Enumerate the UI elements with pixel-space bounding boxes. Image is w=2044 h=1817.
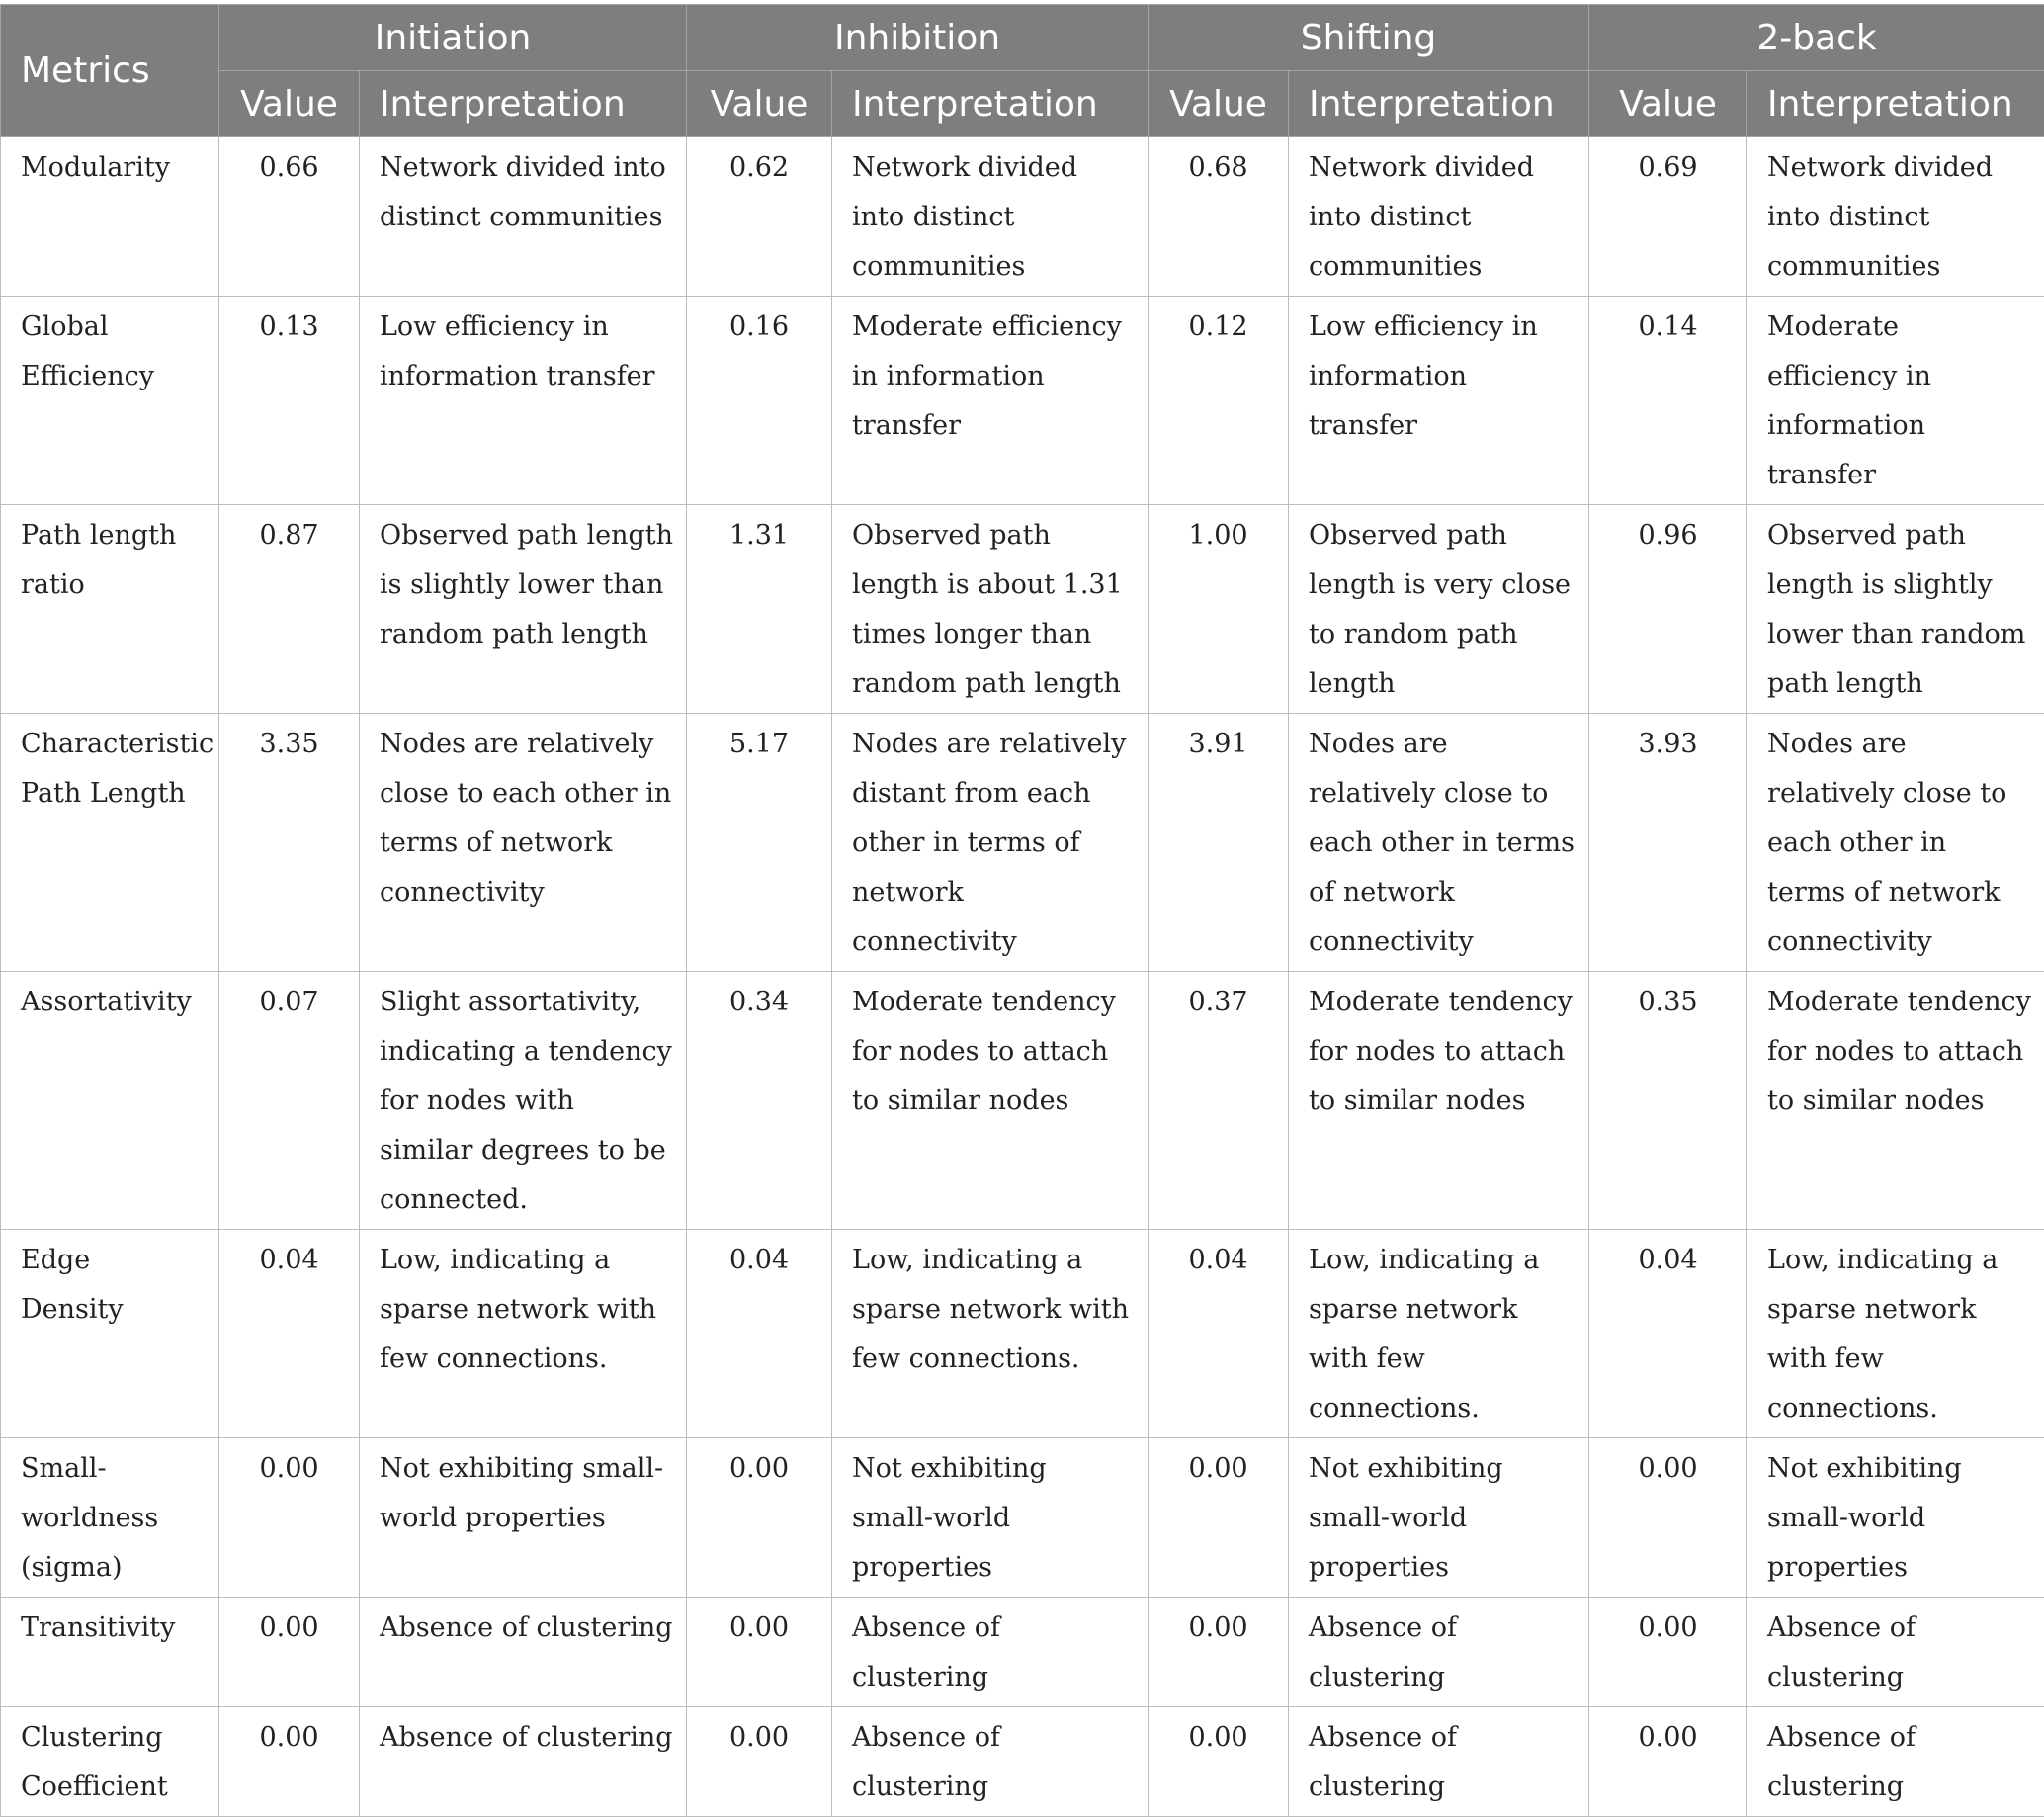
metric-value: 0.69 — [1589, 137, 1747, 297]
metric-interpretation: Moderate tendency for nodes to attach to similar nodes — [1747, 972, 2044, 1230]
table-row — [1, 972, 2044, 1230]
header-interpretation: Interpretation — [1747, 71, 2044, 137]
metric-value: 0.13 — [219, 297, 360, 505]
metric-interpretation: Not exhibiting small-world properties — [1747, 1438, 2044, 1598]
header-sub-row — [1, 71, 2044, 137]
metric-value: 0.04 — [1589, 1230, 1747, 1438]
metric-interpretation: Low, indicating a sparse network with few connections. — [360, 1230, 687, 1438]
metric-interpretation: Low, indicating a sparse network with few connections. — [832, 1230, 1149, 1438]
header-group-inhibition: Inhibition — [687, 5, 1149, 71]
metric-value: 0.66 — [219, 137, 360, 297]
metric-value: 0.37 — [1149, 972, 1289, 1230]
metric-value: 0.04 — [219, 1230, 360, 1438]
metric-interpretation: Moderate efficiency in information transfer — [1747, 297, 2044, 505]
header-value: Value — [687, 71, 832, 137]
metric-value: 1.31 — [687, 505, 832, 714]
metric-interpretation: Slight assortativity, indicating a tendency for nodes with similar degrees to be connected. — [360, 972, 687, 1230]
table-row — [1, 1230, 2044, 1438]
metric-interpretation: Absence of clustering — [1747, 1707, 2044, 1817]
metric-name: Small-worldness (sigma) — [1, 1438, 219, 1598]
metric-interpretation: Absence of clustering — [1289, 1707, 1589, 1817]
metric-name: Transitivity — [1, 1598, 219, 1707]
header-group-2-back: 2-back — [1589, 5, 2044, 71]
metric-interpretation: Observed path length is slightly lower than random path length — [360, 505, 687, 714]
metric-interpretation: Not exhibiting small-world properties — [360, 1438, 687, 1598]
metric-value: 0.62 — [687, 137, 832, 297]
header-value: Value — [219, 71, 360, 137]
metric-interpretation: Absence of clustering — [832, 1707, 1149, 1817]
metric-name: Modularity — [1, 137, 219, 297]
table-row — [1, 297, 2044, 505]
metric-value: 3.93 — [1589, 714, 1747, 972]
metric-interpretation: Nodes are relatively close to each other in terms of network connectivity — [1289, 714, 1589, 972]
header-interpretation: Interpretation — [1289, 71, 1589, 137]
header-group-initiation: Initiation — [219, 5, 687, 71]
metric-value: 3.91 — [1149, 714, 1289, 972]
metric-name: Path length ratio — [1, 505, 219, 714]
metric-value: 3.35 — [219, 714, 360, 972]
metric-value: 0.87 — [219, 505, 360, 714]
metric-interpretation: Nodes are relatively close to each other in terms of network connectivity — [1747, 714, 2044, 972]
network-metrics-table — [0, 4, 2044, 1817]
metric-interpretation: Nodes are relatively distant from each other in terms of network connectivity — [832, 714, 1149, 972]
metric-interpretation: Low efficiency in information transfer — [1289, 297, 1589, 505]
metric-interpretation: Network divided into distinct communities — [360, 137, 687, 297]
header-group-shifting: Shifting — [1149, 5, 1589, 71]
metric-value: 0.96 — [1589, 505, 1747, 714]
metric-name: Assortativity — [1, 972, 219, 1230]
metric-value: 0.00 — [219, 1598, 360, 1707]
metric-value: 0.07 — [219, 972, 360, 1230]
table-row — [1, 1598, 2044, 1707]
metric-value: 1.00 — [1149, 505, 1289, 714]
table-row — [1, 714, 2044, 972]
metric-value: 0.12 — [1149, 297, 1289, 505]
metric-interpretation: Absence of clustering — [1289, 1598, 1589, 1707]
header-metrics: Metrics — [1, 5, 219, 137]
metric-name: Edge Density — [1, 1230, 219, 1438]
metric-interpretation: Absence of clustering — [360, 1598, 687, 1707]
metric-value: 0.16 — [687, 297, 832, 505]
metric-name: Global Efficiency — [1, 297, 219, 505]
table-body — [1, 137, 2044, 1817]
metric-interpretation: Absence of clustering — [832, 1598, 1149, 1707]
metric-value: 0.68 — [1149, 137, 1289, 297]
table-row — [1, 1438, 2044, 1598]
metric-value: 0.00 — [219, 1707, 360, 1817]
metric-interpretation: Nodes are relatively close to each other in terms of network connectivity — [360, 714, 687, 972]
metric-value: 0.00 — [1149, 1598, 1289, 1707]
metric-interpretation: Moderate tendency for nodes to attach to similar nodes — [1289, 972, 1589, 1230]
metric-value: 0.14 — [1589, 297, 1747, 505]
metric-value: 0.00 — [1149, 1438, 1289, 1598]
metric-interpretation: Low, indicating a sparse network with few connections. — [1289, 1230, 1589, 1438]
metric-interpretation: Not exhibiting small-world properties — [832, 1438, 1149, 1598]
header-interpretation: Interpretation — [360, 71, 687, 137]
metric-value: 0.00 — [1589, 1598, 1747, 1707]
table-header — [1, 5, 2044, 137]
metric-value: 0.00 — [219, 1438, 360, 1598]
metric-value: 0.00 — [1589, 1438, 1747, 1598]
metric-interpretation: Observed path length is slightly lower than random path length — [1747, 505, 2044, 714]
header-interpretation: Interpretation — [832, 71, 1149, 137]
metric-value: 0.00 — [687, 1707, 832, 1817]
metric-interpretation: Absence of clustering — [1747, 1598, 2044, 1707]
metric-interpretation: Observed path length is about 1.31 times longer than random path length — [832, 505, 1149, 714]
metric-interpretation: Absence of clustering — [360, 1707, 687, 1817]
metric-name: Characteristic Path Length — [1, 714, 219, 972]
metric-value: 5.17 — [687, 714, 832, 972]
metric-value: 0.00 — [687, 1598, 832, 1707]
table-row — [1, 505, 2044, 714]
metric-interpretation: Not exhibiting small-world properties — [1289, 1438, 1589, 1598]
table-row — [1, 137, 2044, 297]
table-row — [1, 1707, 2044, 1817]
metric-interpretation: Network divided into distinct communities — [832, 137, 1149, 297]
metric-value: 0.00 — [1149, 1707, 1289, 1817]
header-value: Value — [1149, 71, 1289, 137]
metric-name: Clustering Coefficient — [1, 1707, 219, 1817]
metric-interpretation: Low, indicating a sparse network with few connections. — [1747, 1230, 2044, 1438]
metric-value: 0.04 — [687, 1230, 832, 1438]
metric-interpretation: Moderate tendency for nodes to attach to similar nodes — [832, 972, 1149, 1230]
metric-interpretation: Moderate efficiency in information transfer — [832, 297, 1149, 505]
metric-value: 0.00 — [687, 1438, 832, 1598]
metric-value: 0.04 — [1149, 1230, 1289, 1438]
header-value: Value — [1589, 71, 1747, 137]
metric-interpretation: Low efficiency in information transfer — [360, 297, 687, 505]
header-group-row — [1, 5, 2044, 71]
metric-value: 0.35 — [1589, 972, 1747, 1230]
metric-interpretation: Network divided into distinct communities — [1289, 137, 1589, 297]
metric-value: 0.34 — [687, 972, 832, 1230]
metric-value: 0.00 — [1589, 1707, 1747, 1817]
metric-interpretation: Network divided into distinct communities — [1747, 137, 2044, 297]
metric-interpretation: Observed path length is very close to random path length — [1289, 505, 1589, 714]
